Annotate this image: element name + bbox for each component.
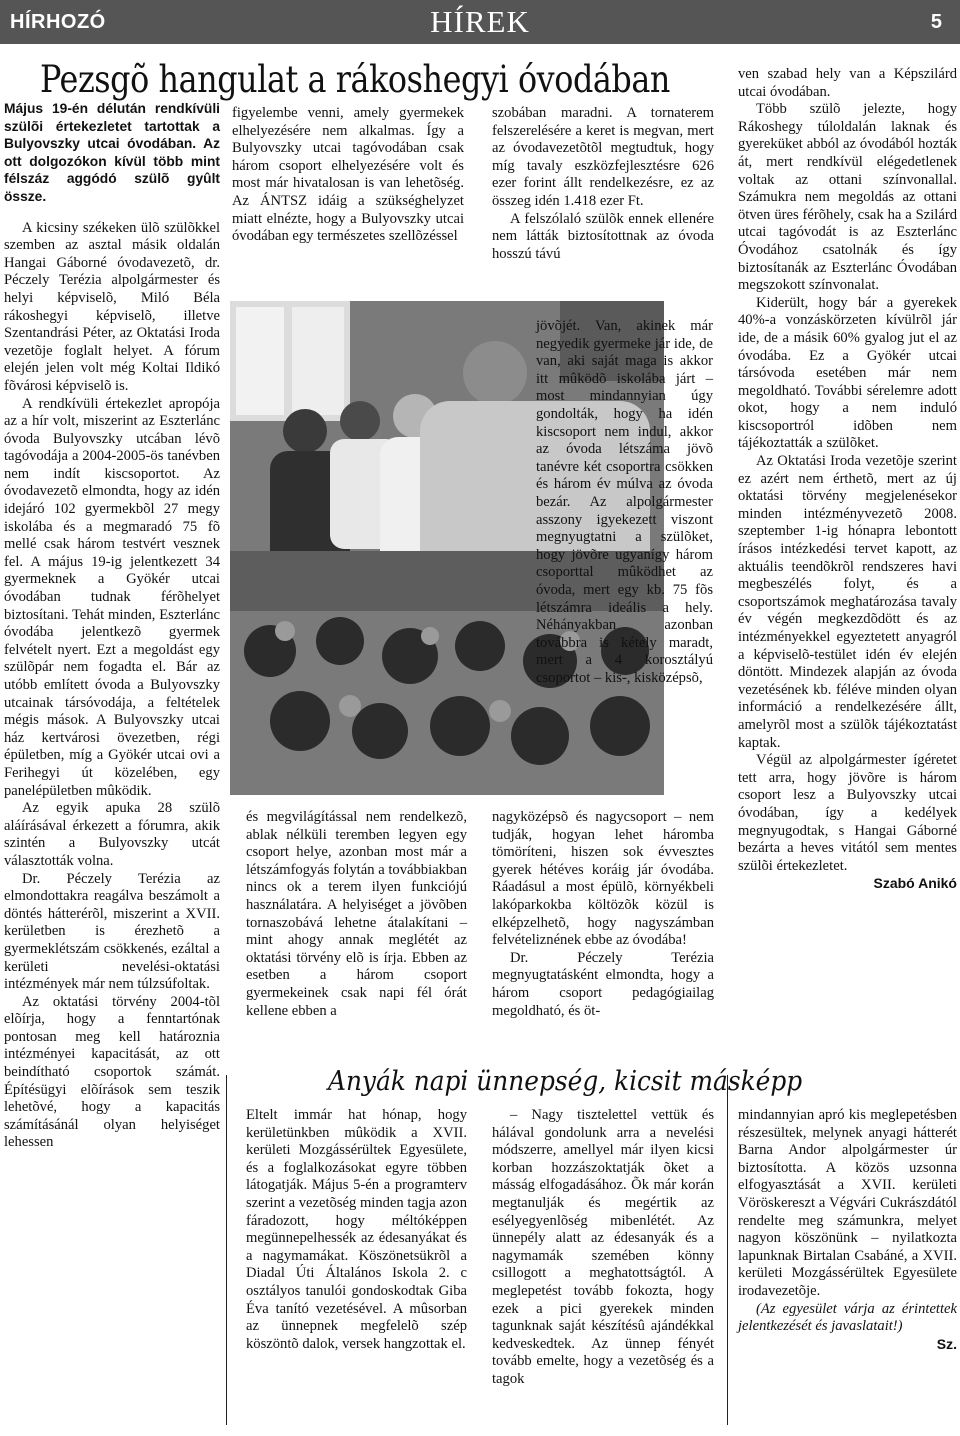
paragraph: szobában maradni. A tornaterem felszerelésére a keret is megvan, mert az óvodavezetõtõl megtudtuk, hogy míg tavaly eszközfejlesztésre 626 ezer forint állt rendelkezésre, ez az összeg idén 1.418 ezer Ft. — [492, 105, 714, 209]
paragraph: A kicsiny székeken ülõ szülõkkel szemben az asztal másik oldalán Hangai Gáborné óvodavezetõ, dr. Péczely Terézia alpolgármester és helyi képviselõ, Miló Béla rákoshegyi képviselõ, illetve Szentandrási Péter, az Oktatási Iroda vezetõje foglalt helyet. A fórum elején jelen volt még Koltai Ildikó fõvárosi képviselõ is. — [4, 219, 220, 394]
page-header — [0, 0, 960, 44]
paragraph: Dr. Péczely Terézia megnyugtatásként elmondta, hogy a három csoport pedagógiailag megoldható, és öt- — [492, 949, 714, 1019]
paragraph: Az egyik apuka 28 szülõ aláírásával érkezett a fórumra, akik szintén a Bulyovszky utcát választották volna. — [4, 800, 220, 869]
paragraph: ven szabad hely van a Képszilárd utcai óvodában. — [738, 66, 957, 100]
paragraph: – Nagy tisztelettel vettük és hálával gondolunk arra a nevelési módszerre, amellyel már ilyen kicsi korban hozzászoktatják õket a másság elfogadásához. Õk már korán megtanulják és megértik az esélyegyenlõség mibenlétét. Az ünnepély alatt az édesanyák és a nagymamák szemében könny csillogott a meghatottságtól. A meglepetést tovább fokozta, hogy ezek a pici gyerekek minden tagunknak saját készítésû ajándékkal kedveskedtek. Az ünnep fényét tovább emelte, hogy a vezetõség és a tagok — [492, 1107, 714, 1387]
article-column-2-bottom — [246, 809, 467, 1020]
article-2-column-c — [738, 1107, 957, 1353]
author-signature: Szabó Anikó — [873, 875, 957, 892]
paragraph: A felszólaló szülõk ennek ellenére nem látták biztosítottnak az óvoda hosszú távú — [492, 210, 714, 262]
article-headline: Pezsgõ hangulat a rákoshegyi óvodában — [40, 58, 670, 101]
paragraph: Kiderült, hogy bár a gyerekek 40%-a vonzáskörzeten kívülrõl jár ide, de a másik 60% gyalog jut el az óvodába. Ez a Gyökér utcai társóvoda esetében már nem megoldható. További sérelemre adott okot, hogy a nem induló kiscsoportról idõben nem tájékoztatták a szülõket. — [738, 294, 957, 452]
column-divider — [226, 1075, 227, 1425]
article-lead: Május 19-én délután rendkívüli szülõi értekezletet tartottak a Bulyovszky utcai óvodában. Az ott dolgozókon kívül több mint félszáz aggódó szülõ gyûlt össze. — [4, 101, 220, 204]
paragraph: jövõjét. Van, akinek már negyedik gyermeke jár ide, de van, aki saját maga is akkor itt mûködõ iskolába járt – most mindannyian úgy gondolták, hogy ha idén kiscsoport nem indul, akkor az óvoda létszáma jövõ tanévre két csoportra csökken és három év múlva az óvoda bezár. Az alpolgármester asszony igyekezett viszont megnyugtatni a szülõket, hogy jövõre ugyanígy három csoporttal mûködhet az óvoda, mert egy kb. 75 fõs létszámra ideális a hely. Néhányakban azonban továbbra is kétely maradt, mert a 4 korosztályú csoportot – kis-, kisközépsõ, — [536, 318, 713, 686]
section-label: HÍRHOZÓ — [10, 11, 106, 33]
paragraph: Eltelt immár hat hónap, hogy kerületünkben mûködik a XVII. kerületi Mozgássérültek Egyesülete, és a foglalkozásokat egyre többen látogatják. Május 5-én a programterv szerint a vezetõség minden tagja azon fáradozott, hogy méltóképpen megünnepelhessék az édesanyákat és a nagymamákat. Köszönetsükrõl a Diadal Úti Általános Iskola 2. c osztályos tanulói gondoskodtak Giba Éva tanító vezetésével. A mûsorban az ünnepnek megfelelõ szép köszöntõ dalok, versek hangzottak el. — [246, 1107, 467, 1352]
paragraph: nagyközépsõ és nagycsoport – nem tudják, hogyan lehet háromba tömöríteni, hiszen sok évvesztes gyerek hétéves koráig jár óvodába. Ráadásul a most épülõ, környékbeli lakóparkokba költözõk közül is elképzelhetõ, hogy nagyszámban felvételiznének ebbe az óvodába! — [492, 809, 714, 949]
section-title: HÍREK — [430, 4, 530, 39]
page-number: 5 — [930, 11, 942, 33]
article-2-column-a — [246, 1107, 467, 1353]
article-2-column-b — [492, 1107, 714, 1389]
paragraph: Az oktatási törvény 2004-tõl elõírja, hogy a fenntartónak pontosan meg kell határoznia intézményei kapacitását, az ott beindítható csoportok számát. Építésügyi elõírások sem teszik lehetõvé, hogy a kapacitás számításánál olyan helyiséget lehessen — [4, 993, 220, 1151]
article-column-2-top — [232, 105, 464, 246]
column-divider — [727, 1075, 728, 1425]
paragraph: Az Oktatási Iroda vezetõje szerint ez azért nem érthetõ, mert az új oktatási törvény megjelenésekor minden intézményvezetõ 2008. szeptember 1-ig hónapra lebontott írásos intézkedési tervet kapott, az aktuális teendõkrõl rendszeres havi megbeszélés folyt, és a csoportszámok meghatározása tavaly év végén megkezdõdött és az intézményekkel egyeztetett anyagról a képviselõ-testület idén év elején döntött. Mindezek alapján az óvoda vezetésének kb. féléve minden olyan információ a rendelkezésére állt, amelyrõl most a szülõk tájékoztatást kaptak. — [738, 453, 957, 751]
article-2-headline: Anyák napi ünnepség, kicsit másképp — [328, 1066, 803, 1097]
article-column-3-bottom — [492, 809, 714, 1020]
paragraph: Dr. Péczely Terézia az elmondottakra reagálva beszámolt a döntés hátterérõl, miszerint a XVII. kerületben is érezhetõ a gyermeklétszám csökkenés, ezáltal a kerületi nevelési-oktatási intézmények már nem túlzsúfoltak. — [4, 870, 220, 993]
article-column-4 — [738, 66, 957, 893]
paragraph: Végül az alpolgármester ígéretet tett arra, hogy jövõre is három csoport lesz a Bulyovszky utcai óvodában, így a kedélyek megnyugodtak, s Hangai Gáborné bezárta a heves vitától sem mentes szülõi értekezletet. — [738, 752, 957, 874]
article-column-3-top — [492, 105, 714, 263]
author-signature: Sz. — [936, 1335, 957, 1352]
article-column-1 — [4, 100, 220, 1152]
paragraph: Több szülõ jelezte, hogy Rákoshegy túloldalán laknak és gyereküket abból az óvodából hozták át, mert rendkívül elégedetlenek voltak az ottani színvonallal. Számukra nem megoldás az ottani ötven üres férõhely, csak ha a Szilárd utcai tagóvodát is az Eszterlánc Óvodához csatolnák és így biztosítanák az Eszterlánc Óvodában megszokott színvonalat. — [738, 101, 957, 294]
article-column-3-narrow — [536, 318, 713, 687]
paragraph: mindannyian apró kis meglepetésben részesültek, melynek anyagi hátterét Barna Andor alpolgármester úr biztosította. A közös uzsonna elfogyasztását a XVII. kerületi Vöröskereszt a Végvári Cukrászdától rendelte meg számunkra, melyet nagyon köszönünk – nyilatkozta lapunknak Birtalan Csabáné, a XVII. kerületi Mozgássérültek Egyesülete irodavezetõje. — [738, 1107, 957, 1299]
paragraph: A rendkívüli értekezlet apropója az a hír volt, miszerint az Eszterlánc óvoda Bulyovszky utcában lévõ tagóvodája a 2004-2005-ös tanévben nem indít kiscsoportot. Az óvodavezetõ elmondta, hogy az idén idejáró 102 gyermekbõl 27 megy iskolába és a megmaradó 75 fõ mellé csak három testvért vesznek fel. A május 19-ig jelentkezett 34 gyermeknek a Gyökér utcai óvodában tudnak férõhelyet biztosítani. Tehát minden, Eszterlánc óvodába jelentkezõ gyermek felvételt nyert. Ezt a megoldást egy szülõpár nem fogadta el. Bár az utóbb említett óvoda a Bulyovszky utcainak társóvodája, a feltételek mégis mások. A Bulyovszky utcai ház kertvárosi övezetben, régi épületben, míg a Gyökér utcai ovi a Ferihegyi út közelében, egy panelépületben mûködik. — [4, 395, 220, 799]
paragraph: és megvilágítással nem rendelkezõ, ablak nélküli teremben legyen egy csoport helye, azonban most már a létszámfogyás folytán a továbbiakban nincs ok a terem ilyen funkciójú használatára. A helyiséget a jövõben tornaszobává lehetne átalakítani – mint ahogy annak meglétét az oktatási törvény elõ is írja. Ebben az esetben a három csoport gyermekeinek csak napi fél órát kellene ebben a — [246, 809, 467, 1019]
paragraph: figyelembe venni, amely gyermekek elhelyezésére nem alkalmas. Így a Bulyovszky utcai tagóvodában csak három csoport elhelyezésére volt és most már hivatalosan is van lehetõség. Az ÁNTSZ idáig a szükséghelyzet miatt elnézte, hogy a Bulyovszky utcai óvodában egy természetes szellõzéssel — [232, 105, 464, 245]
note: (Az egyesület várja az érintettek jelentkezését és javaslatait!) — [738, 1300, 957, 1335]
